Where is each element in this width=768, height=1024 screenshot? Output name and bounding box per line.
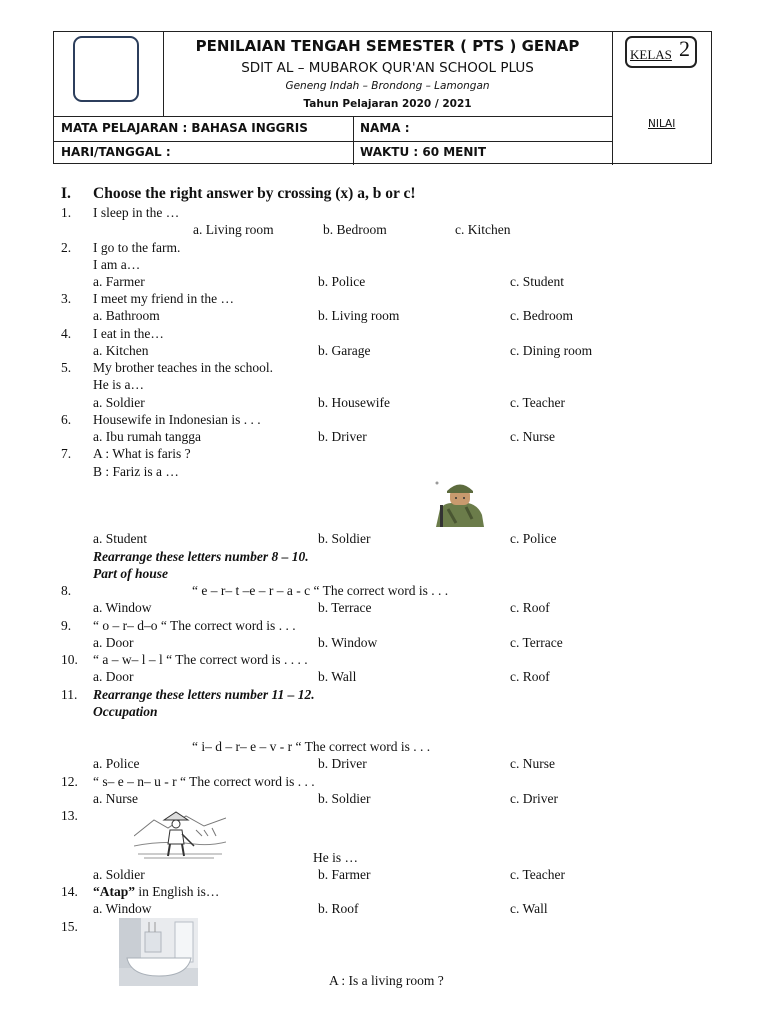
question-text: B : Fariz is a … — [93, 464, 179, 479]
option-a: a. Farmer — [93, 274, 145, 289]
option-b: b. Farmer — [318, 867, 371, 882]
question-text: He is … — [313, 850, 358, 865]
question-number: 11. — [61, 687, 78, 702]
question-text: “ o – r– d–o “ The correct word is . . . — [93, 618, 296, 633]
question-keyword: “Atap” — [93, 884, 136, 899]
option-b: b. Driver — [318, 756, 367, 771]
question-number: 10. — [61, 652, 78, 667]
option-a: a. Door — [93, 635, 134, 650]
question-text: “ s– e – n– u - r “ The correct word is . . . — [93, 774, 315, 789]
school-name: SDIT AL – MUBAROK QUR'AN SCHOOL PLUS — [241, 60, 534, 76]
option-b: b. Housewife — [318, 395, 390, 410]
option-b: b. Garage — [318, 343, 371, 358]
question-number: 7. — [61, 446, 72, 461]
option-a: a. Police — [93, 756, 140, 771]
academic-year: Tahun Pelajaran 2020 / 2021 — [303, 98, 472, 110]
option-c: c. Police — [510, 531, 557, 546]
name-field: NAMA : — [360, 121, 410, 135]
question-text — [93, 884, 219, 900]
option-c: c. Driver — [510, 791, 558, 806]
option-b: b. Window — [318, 635, 378, 650]
question-number: 1. — [61, 205, 72, 220]
option-a: a. Soldier — [93, 867, 145, 882]
option-a: a. Ibu rumah tangga — [93, 429, 201, 444]
question-text: “ a – w– l – l “ The correct word is . . . . — [93, 652, 308, 667]
option-b: b. Wall — [318, 669, 357, 684]
time-field: WAKTU : 60 MENIT — [360, 145, 487, 159]
option-c: c. Roof — [510, 600, 550, 615]
question-text: “ i– d – r– e – v - r “ The correct word is . . . — [192, 739, 431, 754]
question-number: 2. — [61, 240, 72, 255]
option-c: c. Roof — [510, 669, 550, 684]
option-a: a. Soldier — [93, 395, 145, 410]
option-c: c. Kitchen — [455, 222, 511, 237]
rearrange-instruction: Rearrange these letters number 8 – 10. — [93, 549, 309, 564]
option-c: c. Wall — [510, 901, 548, 916]
bathroom-photo — [119, 918, 198, 986]
option-b: b. Roof — [318, 901, 359, 916]
question-text-rest: in English is… — [135, 884, 220, 899]
option-a: a. Nurse — [93, 791, 138, 806]
divider — [612, 32, 613, 165]
date-field: HARI/TANGGAL : — [61, 145, 171, 159]
option-a: a. Door — [93, 669, 134, 684]
school-address: Geneng Indah – Brondong – Lamongan — [285, 80, 490, 92]
section-instruction: Choose the right answer by crossing (x) a, b or c! — [93, 185, 416, 202]
option-b: b. Terrace — [318, 600, 372, 615]
exam-title: PENILAIAN TENGAH SEMESTER ( PTS ) GENAP — [195, 37, 580, 55]
rearrange-instruction: Rearrange these letters number 11 – 12. — [93, 687, 315, 702]
section-numeral: I. — [61, 185, 71, 202]
question-text: A : What is faris ? — [93, 446, 191, 461]
question-text: He is a… — [93, 377, 144, 392]
question-text: I am a… — [93, 257, 141, 272]
subject-field: MATA PELAJARAN : BAHASA INGGRIS — [61, 121, 308, 135]
class-label: KELAS — [630, 47, 672, 62]
question-text: A : Is a living room ? — [329, 973, 444, 988]
subsection-title: Occupation — [93, 704, 158, 719]
option-b: b. Soldier — [318, 791, 371, 806]
option-c: c. Terrace — [510, 635, 563, 650]
option-a: a. Window — [93, 901, 152, 916]
option-c: c. Student — [510, 274, 564, 289]
option-a: a. Bathroom — [93, 308, 160, 323]
subsection-title: Part of house — [93, 566, 169, 581]
question-text: Housewife in Indonesian is . . . — [93, 412, 261, 427]
question-number: 14. — [61, 884, 78, 899]
option-b: b. Police — [318, 274, 366, 289]
question-text: I go to the farm. — [93, 240, 181, 255]
question-text: I meet my friend in the … — [93, 291, 234, 306]
farmer-illustration — [134, 806, 226, 860]
option-a: a. Window — [93, 600, 152, 615]
divider — [54, 141, 612, 142]
option-c: c. Teacher — [510, 867, 566, 882]
option-c: c. Teacher — [510, 395, 566, 410]
option-b: b. Living room — [318, 308, 400, 323]
question-number: 13. — [61, 808, 78, 823]
question-number: 4. — [61, 326, 72, 341]
soldier-illustration — [430, 479, 488, 529]
question-number: 5. — [61, 360, 72, 375]
option-b: b. Soldier — [318, 531, 371, 546]
question-number: 12. — [61, 774, 78, 789]
class-number: 2 — [679, 36, 690, 61]
score-label: NILAI — [648, 118, 676, 130]
question-text: I sleep in the … — [93, 205, 180, 220]
option-b: b. Driver — [318, 429, 367, 444]
question-number: 9. — [61, 618, 72, 633]
option-c: c. Nurse — [510, 429, 555, 444]
option-b: b. Bedroom — [323, 222, 387, 237]
divider — [54, 116, 612, 117]
option-a: a. Kitchen — [93, 343, 149, 358]
option-c: c. Bedroom — [510, 308, 573, 323]
question-text: My brother teaches in the school. — [93, 360, 273, 375]
option-a: a. Student — [93, 531, 147, 546]
option-c: c. Dining room — [510, 343, 593, 358]
school-logo-placeholder — [73, 36, 139, 102]
header-table — [53, 31, 712, 164]
question-text: “ e – r– t –e – r – a - c “ The correct word is . . . — [192, 583, 449, 598]
question-number: 15. — [61, 919, 78, 934]
question-number: 6. — [61, 412, 72, 427]
question-text: I eat in the… — [93, 326, 164, 341]
option-c: c. Nurse — [510, 756, 555, 771]
question-number: 8. — [61, 583, 72, 598]
class-badge — [625, 36, 697, 68]
option-a: a. Living room — [193, 222, 274, 237]
question-number: 3. — [61, 291, 72, 306]
